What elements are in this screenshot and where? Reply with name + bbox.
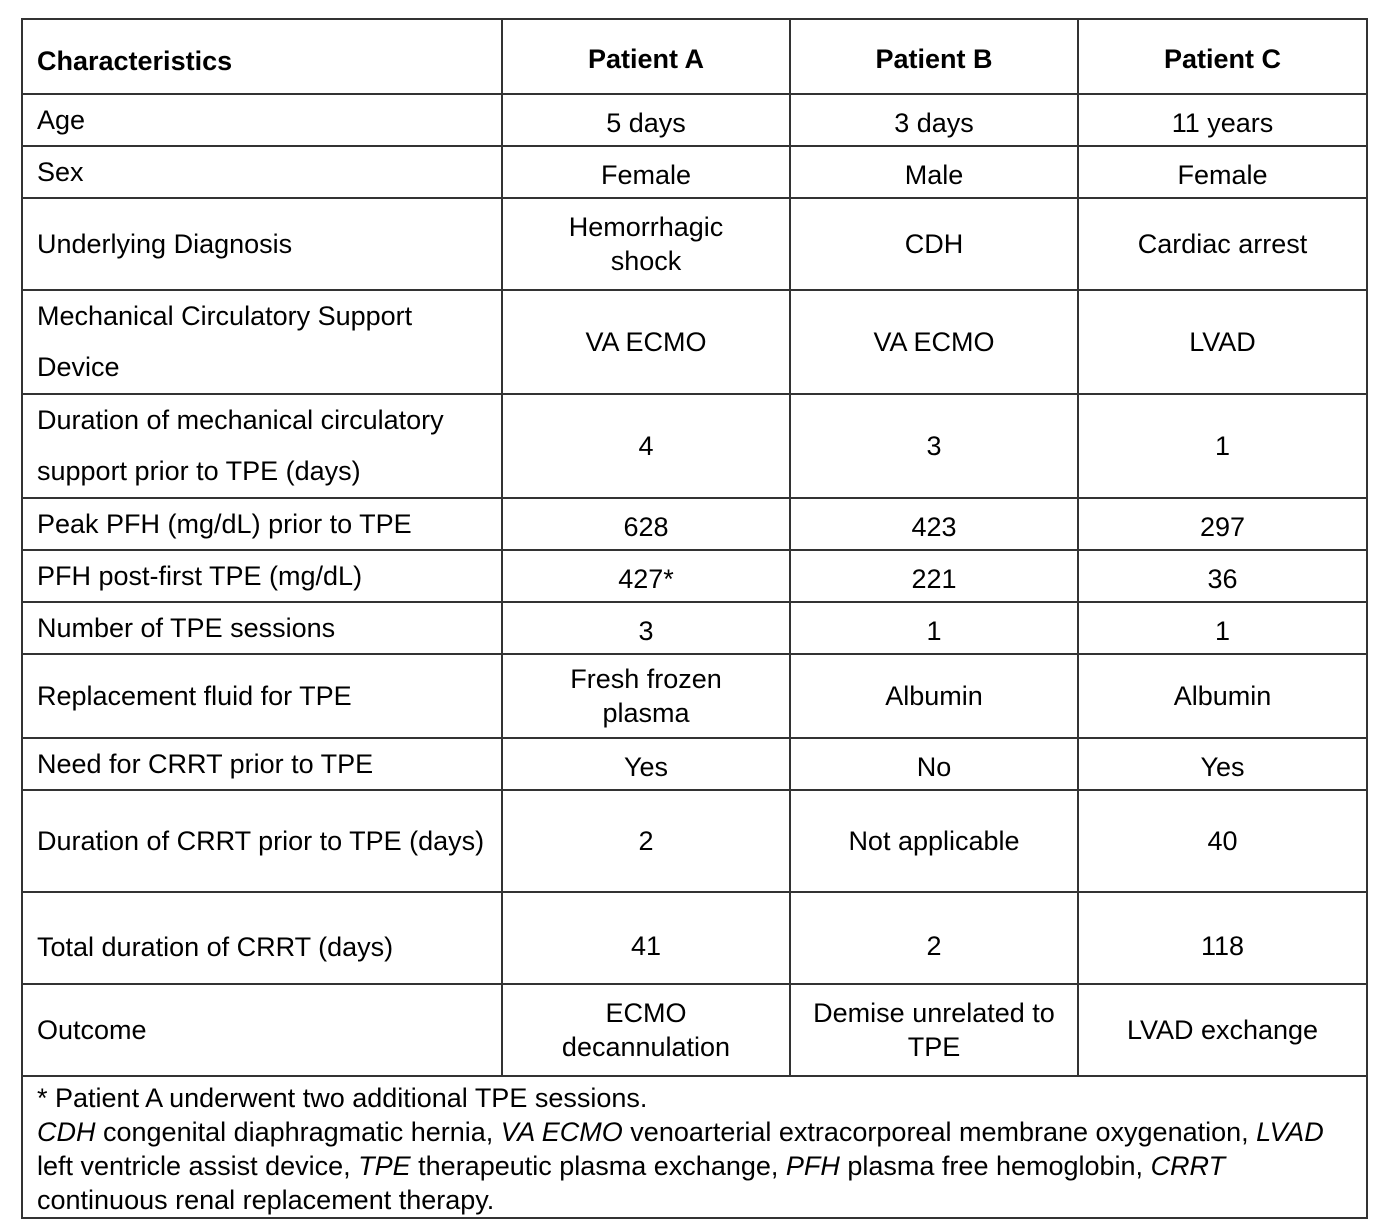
cell-patient-c: Cardiac arrest <box>1078 198 1367 290</box>
table-footnote-row <box>22 1076 1367 1218</box>
table-row-age <box>22 94 1367 146</box>
cell-patient-c: 118 <box>1078 892 1367 984</box>
cell-patient-b: 3 days <box>790 94 1078 146</box>
cell-patient-c: 40 <box>1078 790 1367 892</box>
table-row-replacement-fluid <box>22 654 1367 738</box>
abbr-cdh: CDH <box>37 1117 96 1147</box>
cell-patient-c: 1 <box>1078 602 1367 654</box>
cell-patient-a: 2 <box>502 790 790 892</box>
cell-patient-a: VA ECMO <box>502 290 790 394</box>
table-row-tpe-sessions <box>22 602 1367 654</box>
cell-patient-b: Not applicable <box>790 790 1078 892</box>
cell-patient-b: 3 <box>790 394 1078 498</box>
cell-patient-c: 11 years <box>1078 94 1367 146</box>
abbr-tpe-def: therapeutic plasma exchange, <box>410 1151 786 1181</box>
row-label: Duration of mechanical circulatory support prior to TPE (days) <box>22 394 502 498</box>
row-label: Sex <box>22 146 502 198</box>
asterisk-note: * Patient A underwent two additional TPE sessions. <box>37 1083 648 1113</box>
row-label: Peak PFH (mg/dL) prior to TPE <box>22 498 502 550</box>
cell-patient-a: ECMO decannulation <box>502 984 790 1076</box>
row-label: Age <box>22 94 502 146</box>
cell-patient-c: Albumin <box>1078 654 1367 738</box>
row-label: Mechanical Circulatory Support Device <box>22 290 502 394</box>
cell-patient-a: 3 <box>502 602 790 654</box>
table-row-support-duration <box>22 394 1367 498</box>
cell-patient-b: Albumin <box>790 654 1078 738</box>
header-characteristics: Characteristics <box>22 19 502 94</box>
table-row-need-crrt <box>22 738 1367 790</box>
cell-patient-a: Female <box>502 146 790 198</box>
cell-patient-c: Yes <box>1078 738 1367 790</box>
abbr-pfh-def: plasma free hemoglobin, <box>839 1151 1151 1181</box>
cell-patient-c: LVAD <box>1078 290 1367 394</box>
abbr-cdh-def: congenital diaphragmatic hernia, <box>95 1117 501 1147</box>
abbr-crrt: CRRT <box>1150 1151 1226 1181</box>
cell-patient-b: VA ECMO <box>790 290 1078 394</box>
cell-patient-a: Yes <box>502 738 790 790</box>
cell-patient-b: 423 <box>790 498 1078 550</box>
table-row-crrt-duration-prior <box>22 790 1367 892</box>
cell-patient-b: CDH <box>790 198 1078 290</box>
row-label: Need for CRRT prior to TPE <box>22 738 502 790</box>
abbreviation-list <box>37 1117 1324 1215</box>
table-row-outcome <box>22 984 1367 1076</box>
row-label: Outcome <box>22 984 502 1076</box>
abbr-va-ecmo-def: venoarterial extracorporeal membrane oxygenation, <box>622 1117 1257 1147</box>
abbr-va-ecmo: VA ECMO <box>500 1117 623 1147</box>
cell-patient-b: No <box>790 738 1078 790</box>
abbr-crrt-def: continuous renal replacement therapy. <box>37 1185 495 1215</box>
header-patient-a: Patient A <box>502 19 790 94</box>
cell-patient-b: 2 <box>790 892 1078 984</box>
abbr-lvad-def: left ventricle assist device, <box>37 1151 359 1181</box>
cell-patient-c: 36 <box>1078 550 1367 602</box>
table-row-underlying-diagnosis <box>22 198 1367 290</box>
table-row-pfh-post-first <box>22 550 1367 602</box>
row-label: Underlying Diagnosis <box>22 198 502 290</box>
header-patient-c: Patient C <box>1078 19 1367 94</box>
table-row-peak-pfh <box>22 498 1367 550</box>
cell-patient-a: 4 <box>502 394 790 498</box>
cell-patient-b: 221 <box>790 550 1078 602</box>
table-row-crrt-total-duration <box>22 892 1367 984</box>
patient-characteristics-table <box>21 18 1368 1219</box>
cell-patient-a: Hemorrhagic shock <box>502 198 790 290</box>
abbr-pfh: PFH <box>785 1151 840 1181</box>
cell-patient-b: Demise unrelated to TPE <box>790 984 1078 1076</box>
cell-patient-a: Fresh frozen plasma <box>502 654 790 738</box>
cell-patient-b: Male <box>790 146 1078 198</box>
cell-patient-a: 628 <box>502 498 790 550</box>
row-label: Duration of CRRT prior to TPE (days) <box>22 790 502 892</box>
header-patient-b: Patient B <box>790 19 1078 94</box>
cell-patient-c: Female <box>1078 146 1367 198</box>
cell-patient-c: 297 <box>1078 498 1367 550</box>
table-row-sex <box>22 146 1367 198</box>
abbr-tpe: TPE <box>358 1151 411 1181</box>
cell-patient-c: LVAD exchange <box>1078 984 1367 1076</box>
cell-patient-c: 1 <box>1078 394 1367 498</box>
table-footnote <box>22 1076 1367 1218</box>
row-label: Number of TPE sessions <box>22 602 502 654</box>
header-row <box>22 19 1367 94</box>
abbr-lvad: LVAD <box>1256 1117 1324 1147</box>
row-label: PFH post-first TPE (mg/dL) <box>22 550 502 602</box>
cell-patient-a: 41 <box>502 892 790 984</box>
cell-patient-a: 427* <box>502 550 790 602</box>
row-label: Total duration of CRRT (days) <box>22 892 502 984</box>
table-row-support-device <box>22 290 1367 394</box>
row-label: Replacement fluid for TPE <box>22 654 502 738</box>
cell-patient-a: 5 days <box>502 94 790 146</box>
cell-patient-b: 1 <box>790 602 1078 654</box>
